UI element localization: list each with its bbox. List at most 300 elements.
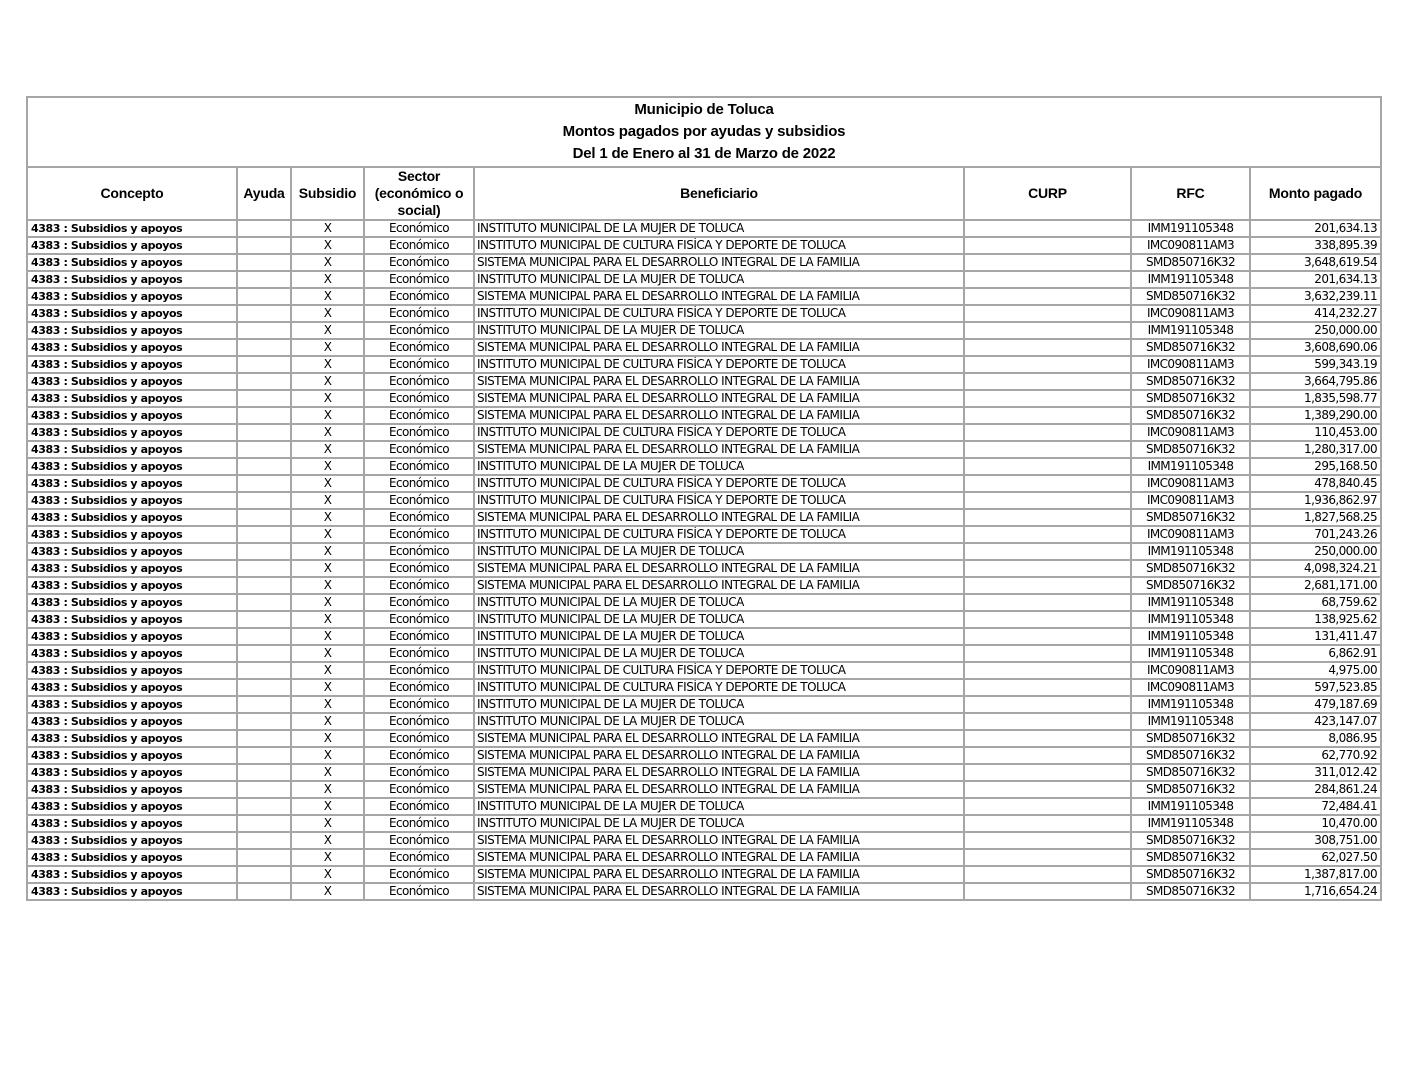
cell-monto: 2,681,171.00: [1250, 577, 1380, 594]
cell-beneficiario: INSTITUTO MUNICIPAL DE CULTURA FISÍCA Y DEPORTE DE TOLUCA: [474, 662, 964, 679]
cell-ayuda: [237, 747, 291, 764]
cell-sector: Económico: [364, 424, 474, 441]
cell-sector: Económico: [364, 645, 474, 662]
cell-subsidio: X: [291, 696, 364, 713]
cell-rfc: IMC090811AM3: [1131, 356, 1250, 373]
cell-beneficiario: INSTITUTO MUNICIPAL DE CULTURA FISÍCA Y DEPORTE DE TOLUCA: [474, 356, 964, 373]
cell-beneficiario: INSTITUTO MUNICIPAL DE CULTURA FISÍCA Y DEPORTE DE TOLUCA: [474, 679, 964, 696]
cell-monto: 4,975.00: [1250, 662, 1380, 679]
cell-ayuda: [237, 832, 291, 849]
cell-concepto: 4383 : Subsidios y apoyos: [28, 730, 237, 747]
cell-curp: [964, 662, 1131, 679]
cell-rfc: SMD850716K32: [1131, 254, 1250, 271]
cell-curp: [964, 832, 1131, 849]
cell-curp: [964, 577, 1131, 594]
cell-sector: Económico: [364, 373, 474, 390]
cell-monto: 338,895.39: [1250, 237, 1380, 254]
cell-rfc: IMC090811AM3: [1131, 662, 1250, 679]
cell-subsidio: X: [291, 883, 364, 899]
cell-sector: Económico: [364, 526, 474, 543]
cell-subsidio: X: [291, 628, 364, 645]
cell-concepto: 4383 : Subsidios y apoyos: [28, 611, 237, 628]
table-row: [28, 764, 1380, 781]
cell-ayuda: [237, 679, 291, 696]
cell-beneficiario: SISTEMA MUNICIPAL PARA EL DESARROLLO INTEGRAL DE LA FAMILIA: [474, 254, 964, 271]
cell-rfc: SMD850716K32: [1131, 390, 1250, 407]
cell-ayuda: [237, 577, 291, 594]
cell-beneficiario: INSTITUTO MUNICIPAL DE LA MUJER DE TOLUCA: [474, 543, 964, 560]
cell-ayuda: [237, 815, 291, 832]
cell-concepto: 4383 : Subsidios y apoyos: [28, 849, 237, 866]
cell-sector: Económico: [364, 475, 474, 492]
table-row: [28, 798, 1380, 815]
cell-beneficiario: SISTEMA MUNICIPAL PARA EL DESARROLLO INTEGRAL DE LA FAMILIA: [474, 883, 964, 899]
table-row: [28, 628, 1380, 645]
cell-rfc: IMM191105348: [1131, 594, 1250, 611]
cell-ayuda: [237, 373, 291, 390]
cell-sector: Económico: [364, 220, 474, 237]
cell-subsidio: X: [291, 679, 364, 696]
table-row: [28, 577, 1380, 594]
cell-sector: Económico: [364, 339, 474, 356]
cell-curp: [964, 271, 1131, 288]
cell-monto: 284,861.24: [1250, 781, 1380, 798]
table-row: [28, 458, 1380, 475]
table-row: [28, 849, 1380, 866]
cell-ayuda: [237, 560, 291, 577]
cell-curp: [964, 866, 1131, 883]
cell-subsidio: X: [291, 475, 364, 492]
cell-beneficiario: SISTEMA MUNICIPAL PARA EL DESARROLLO INTEGRAL DE LA FAMILIA: [474, 849, 964, 866]
cell-sector: Económico: [364, 271, 474, 288]
cell-ayuda: [237, 475, 291, 492]
cell-curp: [964, 543, 1131, 560]
cell-ayuda: [237, 424, 291, 441]
cell-subsidio: X: [291, 322, 364, 339]
cell-sector: Económico: [364, 492, 474, 509]
cell-subsidio: X: [291, 645, 364, 662]
cell-monto: 1,936,862.97: [1250, 492, 1380, 509]
table-row: [28, 509, 1380, 526]
cell-sector: Económico: [364, 543, 474, 560]
cell-beneficiario: INSTITUTO MUNICIPAL DE LA MUJER DE TOLUCA: [474, 628, 964, 645]
cell-curp: [964, 237, 1131, 254]
cell-subsidio: X: [291, 594, 364, 611]
cell-subsidio: X: [291, 424, 364, 441]
cell-sector: Económico: [364, 662, 474, 679]
cell-curp: [964, 730, 1131, 747]
table-row: [28, 220, 1380, 237]
cell-rfc: SMD850716K32: [1131, 441, 1250, 458]
cell-beneficiario: SISTEMA MUNICIPAL PARA EL DESARROLLO INTEGRAL DE LA FAMILIA: [474, 288, 964, 305]
cell-subsidio: X: [291, 492, 364, 509]
cell-concepto: 4383 : Subsidios y apoyos: [28, 713, 237, 730]
cell-curp: [964, 441, 1131, 458]
cell-curp: [964, 458, 1131, 475]
cell-ayuda: [237, 730, 291, 747]
cell-rfc: IMM191105348: [1131, 458, 1250, 475]
cell-sector: Económico: [364, 441, 474, 458]
cell-subsidio: X: [291, 798, 364, 815]
cell-monto: 110,453.00: [1250, 424, 1380, 441]
cell-ayuda: [237, 356, 291, 373]
cell-rfc: IMM191105348: [1131, 611, 1250, 628]
cell-concepto: 4383 : Subsidios y apoyos: [28, 237, 237, 254]
cell-rfc: IMM191105348: [1131, 713, 1250, 730]
column-header-ayuda: Ayuda: [237, 168, 291, 220]
cell-ayuda: [237, 781, 291, 798]
cell-sector: Económico: [364, 866, 474, 883]
cell-curp: [964, 560, 1131, 577]
cell-concepto: 4383 : Subsidios y apoyos: [28, 271, 237, 288]
cell-monto: 311,012.42: [1250, 764, 1380, 781]
cell-curp: [964, 356, 1131, 373]
cell-subsidio: X: [291, 713, 364, 730]
column-header-rfc: RFC: [1131, 168, 1250, 220]
cell-concepto: 4383 : Subsidios y apoyos: [28, 220, 237, 237]
cell-rfc: IMM191105348: [1131, 645, 1250, 662]
table-row: [28, 390, 1380, 407]
cell-monto: 72,484.41: [1250, 798, 1380, 815]
cell-subsidio: X: [291, 271, 364, 288]
table-row: [28, 815, 1380, 832]
report-title-subject: Montos pagados por ayudas y subsidios: [562, 123, 846, 140]
cell-sector: Económico: [364, 849, 474, 866]
cell-curp: [964, 424, 1131, 441]
cell-curp: [964, 645, 1131, 662]
cell-beneficiario: INSTITUTO MUNICIPAL DE LA MUJER DE TOLUCA: [474, 611, 964, 628]
cell-ayuda: [237, 628, 291, 645]
cell-ayuda: [237, 322, 291, 339]
cell-monto: 599,343.19: [1250, 356, 1380, 373]
cell-monto: 478,840.45: [1250, 475, 1380, 492]
column-header-concepto: Concepto: [28, 168, 237, 220]
report-sheet: [26, 96, 1382, 901]
cell-curp: [964, 611, 1131, 628]
cell-subsidio: X: [291, 339, 364, 356]
cell-rfc: SMD850716K32: [1131, 339, 1250, 356]
cell-rfc: SMD850716K32: [1131, 288, 1250, 305]
cell-sector: Económico: [364, 594, 474, 611]
cell-curp: [964, 696, 1131, 713]
cell-beneficiario: INSTITUTO MUNICIPAL DE CULTURA FISÍCA Y DEPORTE DE TOLUCA: [474, 475, 964, 492]
cell-curp: [964, 628, 1131, 645]
cell-concepto: 4383 : Subsidios y apoyos: [28, 305, 237, 322]
cell-monto: 423,147.07: [1250, 713, 1380, 730]
cell-concepto: 4383 : Subsidios y apoyos: [28, 594, 237, 611]
cell-beneficiario: SISTEMA MUNICIPAL PARA EL DESARROLLO INTEGRAL DE LA FAMILIA: [474, 407, 964, 424]
cell-ayuda: [237, 458, 291, 475]
column-header-monto: Monto pagado: [1250, 168, 1380, 220]
cell-rfc: IMM191105348: [1131, 220, 1250, 237]
cell-monto: 597,523.85: [1250, 679, 1380, 696]
cell-ayuda: [237, 849, 291, 866]
cell-concepto: 4383 : Subsidios y apoyos: [28, 356, 237, 373]
cell-curp: [964, 781, 1131, 798]
column-header-subsidio: Subsidio: [291, 168, 364, 220]
cell-subsidio: X: [291, 305, 364, 322]
cell-beneficiario: INSTITUTO MUNICIPAL DE LA MUJER DE TOLUCA: [474, 798, 964, 815]
cell-sector: Económico: [364, 628, 474, 645]
cell-sector: Económico: [364, 322, 474, 339]
cell-beneficiario: INSTITUTO MUNICIPAL DE LA MUJER DE TOLUCA: [474, 594, 964, 611]
cell-beneficiario: INSTITUTO MUNICIPAL DE LA MUJER DE TOLUCA: [474, 322, 964, 339]
cell-beneficiario: INSTITUTO MUNICIPAL DE CULTURA FISÍCA Y DEPORTE DE TOLUCA: [474, 526, 964, 543]
cell-curp: [964, 747, 1131, 764]
cell-rfc: SMD850716K32: [1131, 866, 1250, 883]
cell-sector: Económico: [364, 679, 474, 696]
cell-ayuda: [237, 305, 291, 322]
cell-rfc: IMM191105348: [1131, 543, 1250, 560]
cell-monto: 1,827,568.25: [1250, 509, 1380, 526]
cell-beneficiario: INSTITUTO MUNICIPAL DE LA MUJER DE TOLUCA: [474, 696, 964, 713]
cell-subsidio: X: [291, 254, 364, 271]
cell-beneficiario: SISTEMA MUNICIPAL PARA EL DESARROLLO INTEGRAL DE LA FAMILIA: [474, 373, 964, 390]
cell-ayuda: [237, 441, 291, 458]
cell-beneficiario: INSTITUTO MUNICIPAL DE LA MUJER DE TOLUCA: [474, 645, 964, 662]
cell-ayuda: [237, 594, 291, 611]
cell-curp: [964, 849, 1131, 866]
cell-concepto: 4383 : Subsidios y apoyos: [28, 645, 237, 662]
cell-subsidio: X: [291, 730, 364, 747]
cell-subsidio: X: [291, 866, 364, 883]
cell-ayuda: [237, 764, 291, 781]
cell-monto: 3,648,619.54: [1250, 254, 1380, 271]
table-row: [28, 424, 1380, 441]
cell-subsidio: X: [291, 407, 364, 424]
cell-sector: Económico: [364, 577, 474, 594]
cell-rfc: SMD850716K32: [1131, 373, 1250, 390]
cell-beneficiario: SISTEMA MUNICIPAL PARA EL DESARROLLO INTEGRAL DE LA FAMILIA: [474, 781, 964, 798]
cell-monto: 250,000.00: [1250, 322, 1380, 339]
cell-subsidio: X: [291, 237, 364, 254]
cell-concepto: 4383 : Subsidios y apoyos: [28, 560, 237, 577]
cell-concepto: 4383 : Subsidios y apoyos: [28, 866, 237, 883]
cell-concepto: 4383 : Subsidios y apoyos: [28, 424, 237, 441]
cell-rfc: SMD850716K32: [1131, 764, 1250, 781]
cell-rfc: SMD850716K32: [1131, 832, 1250, 849]
table-body: [28, 220, 1380, 899]
cell-curp: [964, 305, 1131, 322]
cell-curp: [964, 679, 1131, 696]
table-row: [28, 747, 1380, 764]
cell-curp: [964, 339, 1131, 356]
cell-concepto: 4383 : Subsidios y apoyos: [28, 696, 237, 713]
table-row: [28, 237, 1380, 254]
table-row: [28, 594, 1380, 611]
cell-sector: Económico: [364, 781, 474, 798]
cell-rfc: SMD850716K32: [1131, 883, 1250, 899]
cell-sector: Económico: [364, 883, 474, 899]
cell-monto: 414,232.27: [1250, 305, 1380, 322]
cell-rfc: IMC090811AM3: [1131, 305, 1250, 322]
cell-ayuda: [237, 713, 291, 730]
column-header-curp: CURP: [964, 168, 1131, 220]
cell-rfc: IMC090811AM3: [1131, 679, 1250, 696]
cell-rfc: IMC090811AM3: [1131, 526, 1250, 543]
cell-monto: 1,387,817.00: [1250, 866, 1380, 883]
report-title-period: Del 1 de Enero al 31 de Marzo de 2022: [572, 145, 836, 162]
cell-monto: 308,751.00: [1250, 832, 1380, 849]
cell-beneficiario: INSTITUTO MUNICIPAL DE LA MUJER DE TOLUCA: [474, 271, 964, 288]
cell-sector: Económico: [364, 798, 474, 815]
cell-sector: Económico: [364, 815, 474, 832]
table-row: [28, 543, 1380, 560]
cell-subsidio: X: [291, 611, 364, 628]
cell-monto: 250,000.00: [1250, 543, 1380, 560]
cell-beneficiario: SISTEMA MUNICIPAL PARA EL DESARROLLO INTEGRAL DE LA FAMILIA: [474, 730, 964, 747]
cell-subsidio: X: [291, 220, 364, 237]
cell-sector: Económico: [364, 237, 474, 254]
table-header-row: [28, 168, 1380, 220]
cell-sector: Económico: [364, 288, 474, 305]
cell-monto: 1,835,598.77: [1250, 390, 1380, 407]
table-row: [28, 492, 1380, 509]
cell-monto: 201,634.13: [1250, 271, 1380, 288]
cell-concepto: 4383 : Subsidios y apoyos: [28, 288, 237, 305]
cell-curp: [964, 254, 1131, 271]
table-row: [28, 526, 1380, 543]
cell-monto: 68,759.62: [1250, 594, 1380, 611]
cell-beneficiario: SISTEMA MUNICIPAL PARA EL DESARROLLO INTEGRAL DE LA FAMILIA: [474, 441, 964, 458]
cell-beneficiario: INSTITUTO MUNICIPAL DE LA MUJER DE TOLUCA: [474, 220, 964, 237]
cell-subsidio: X: [291, 832, 364, 849]
cell-concepto: 4383 : Subsidios y apoyos: [28, 543, 237, 560]
cell-ayuda: [237, 509, 291, 526]
cell-monto: 62,027.50: [1250, 849, 1380, 866]
cell-monto: 201,634.13: [1250, 220, 1380, 237]
cell-concepto: 4383 : Subsidios y apoyos: [28, 322, 237, 339]
cell-rfc: IMM191105348: [1131, 322, 1250, 339]
cell-rfc: SMD850716K32: [1131, 577, 1250, 594]
cell-beneficiario: SISTEMA MUNICIPAL PARA EL DESARROLLO INTEGRAL DE LA FAMILIA: [474, 866, 964, 883]
cell-sector: Económico: [364, 509, 474, 526]
cell-subsidio: X: [291, 288, 364, 305]
table-row: [28, 271, 1380, 288]
cell-ayuda: [237, 492, 291, 509]
cell-rfc: SMD850716K32: [1131, 781, 1250, 798]
cell-monto: 1,389,290.00: [1250, 407, 1380, 424]
cell-ayuda: [237, 611, 291, 628]
table-row: [28, 560, 1380, 577]
cell-beneficiario: INSTITUTO MUNICIPAL DE CULTURA FISÍCA Y DEPORTE DE TOLUCA: [474, 237, 964, 254]
cell-concepto: 4383 : Subsidios y apoyos: [28, 492, 237, 509]
cell-curp: [964, 509, 1131, 526]
cell-sector: Económico: [364, 305, 474, 322]
table-row: [28, 322, 1380, 339]
cell-subsidio: X: [291, 747, 364, 764]
cell-monto: 1,716,654.24: [1250, 883, 1380, 899]
cell-monto: 3,632,239.11: [1250, 288, 1380, 305]
cell-ayuda: [237, 237, 291, 254]
cell-curp: [964, 373, 1131, 390]
cell-subsidio: X: [291, 849, 364, 866]
table-row: [28, 730, 1380, 747]
cell-curp: [964, 492, 1131, 509]
cell-subsidio: X: [291, 373, 364, 390]
cell-ayuda: [237, 883, 291, 899]
cell-sector: Económico: [364, 764, 474, 781]
cell-subsidio: X: [291, 458, 364, 475]
cell-rfc: IMM191105348: [1131, 628, 1250, 645]
cell-sector: Económico: [364, 611, 474, 628]
cell-monto: 1,280,317.00: [1250, 441, 1380, 458]
cell-rfc: SMD850716K32: [1131, 560, 1250, 577]
cell-concepto: 4383 : Subsidios y apoyos: [28, 390, 237, 407]
report-title-block: [28, 98, 1380, 168]
table-row: [28, 288, 1380, 305]
table-row: [28, 832, 1380, 849]
cell-beneficiario: SISTEMA MUNICIPAL PARA EL DESARROLLO INTEGRAL DE LA FAMILIA: [474, 509, 964, 526]
cell-rfc: SMD850716K32: [1131, 747, 1250, 764]
cell-beneficiario: SISTEMA MUNICIPAL PARA EL DESARROLLO INTEGRAL DE LA FAMILIA: [474, 560, 964, 577]
cell-ayuda: [237, 288, 291, 305]
cell-curp: [964, 390, 1131, 407]
cell-monto: 479,187.69: [1250, 696, 1380, 713]
table-row: [28, 441, 1380, 458]
cell-ayuda: [237, 390, 291, 407]
cell-rfc: IMM191105348: [1131, 798, 1250, 815]
cell-concepto: 4383 : Subsidios y apoyos: [28, 798, 237, 815]
cell-ayuda: [237, 339, 291, 356]
table-row: [28, 679, 1380, 696]
table-row: [28, 305, 1380, 322]
cell-curp: [964, 407, 1131, 424]
cell-concepto: 4383 : Subsidios y apoyos: [28, 526, 237, 543]
cell-beneficiario: INSTITUTO MUNICIPAL DE LA MUJER DE TOLUCA: [474, 815, 964, 832]
column-header-sector: Sector (económico o social): [364, 168, 474, 220]
cell-curp: [964, 288, 1131, 305]
table-row: [28, 339, 1380, 356]
cell-concepto: 4383 : Subsidios y apoyos: [28, 254, 237, 271]
table-row: [28, 475, 1380, 492]
cell-curp: [964, 764, 1131, 781]
cell-subsidio: X: [291, 764, 364, 781]
cell-subsidio: X: [291, 781, 364, 798]
cell-monto: 701,243.26: [1250, 526, 1380, 543]
cell-rfc: SMD850716K32: [1131, 730, 1250, 747]
cell-subsidio: X: [291, 560, 364, 577]
cell-concepto: 4383 : Subsidios y apoyos: [28, 441, 237, 458]
cell-concepto: 4383 : Subsidios y apoyos: [28, 475, 237, 492]
cell-rfc: SMD850716K32: [1131, 407, 1250, 424]
cell-subsidio: X: [291, 577, 364, 594]
cell-curp: [964, 475, 1131, 492]
table-row: [28, 373, 1380, 390]
cell-beneficiario: INSTITUTO MUNICIPAL DE LA MUJER DE TOLUCA: [474, 458, 964, 475]
table-row: [28, 611, 1380, 628]
cell-curp: [964, 798, 1131, 815]
cell-ayuda: [237, 254, 291, 271]
cell-concepto: 4383 : Subsidios y apoyos: [28, 577, 237, 594]
cell-subsidio: X: [291, 662, 364, 679]
cell-beneficiario: INSTITUTO MUNICIPAL DE CULTURA FISÍCA Y DEPORTE DE TOLUCA: [474, 305, 964, 322]
table-row: [28, 407, 1380, 424]
cell-curp: [964, 594, 1131, 611]
cell-ayuda: [237, 866, 291, 883]
cell-sector: Económico: [364, 356, 474, 373]
cell-beneficiario: SISTEMA MUNICIPAL PARA EL DESARROLLO INTEGRAL DE LA FAMILIA: [474, 577, 964, 594]
report-title-municipality: Municipio de Toluca: [634, 101, 774, 118]
cell-ayuda: [237, 526, 291, 543]
cell-beneficiario: INSTITUTO MUNICIPAL DE LA MUJER DE TOLUCA: [474, 713, 964, 730]
cell-subsidio: X: [291, 815, 364, 832]
cell-rfc: IMC090811AM3: [1131, 492, 1250, 509]
cell-concepto: 4383 : Subsidios y apoyos: [28, 373, 237, 390]
cell-beneficiario: INSTITUTO MUNICIPAL DE CULTURA FISÍCA Y DEPORTE DE TOLUCA: [474, 424, 964, 441]
cell-concepto: 4383 : Subsidios y apoyos: [28, 679, 237, 696]
cell-sector: Económico: [364, 560, 474, 577]
